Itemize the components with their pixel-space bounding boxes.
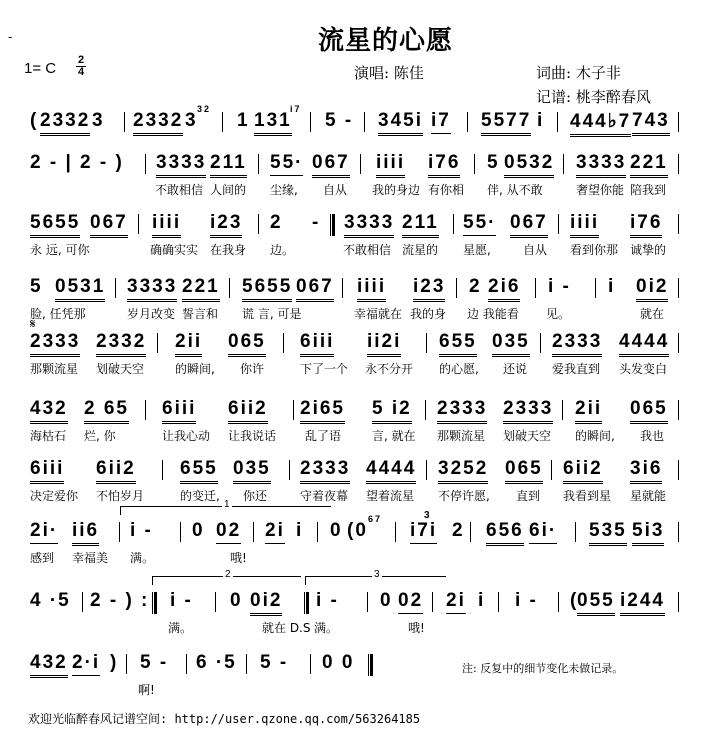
grace-note: 67 [368, 514, 383, 524]
lyric: 就在 D.S [262, 621, 311, 635]
bar-line [253, 522, 254, 542]
bar-line [246, 654, 247, 674]
note-group: i - [130, 520, 153, 541]
note-group: 55· [463, 212, 496, 236]
footer-link[interactable]: 欢迎光临醉春风记谱空间: http://user.qzone.qq.com/563264185 [28, 712, 421, 726]
note-group: i - [316, 590, 339, 611]
note-group: 5655 [242, 276, 292, 302]
bar-line [186, 654, 187, 674]
repeat-end-bar [152, 592, 157, 614]
lyric: 不停许愿, [438, 489, 490, 503]
bar-line [215, 592, 216, 612]
lyric: 诚挚的 [630, 243, 667, 257]
lyric: 你还 [243, 489, 268, 503]
lyric: 岁月改变 [127, 307, 176, 321]
lyric: 啊! [138, 683, 155, 697]
score-row [0, 499, 719, 580]
bar-line [367, 592, 368, 612]
bar-line [360, 154, 361, 174]
bar-line [563, 154, 564, 174]
note-group: 5 [487, 152, 500, 173]
bar-line [426, 333, 427, 353]
bar-line [453, 214, 454, 234]
note-group: 2 [452, 520, 465, 541]
lyric: 流星的 [402, 243, 439, 257]
segno-icon: 𝄋 [30, 317, 36, 332]
note-group: 1 [237, 110, 250, 131]
note-group: i76 [630, 212, 662, 238]
note-group: 0 [330, 520, 343, 541]
bar-line [678, 522, 679, 542]
note-group: 2 [469, 276, 482, 297]
bar-line [138, 214, 139, 234]
note-group: 221 [182, 276, 220, 302]
note-group: i - [548, 276, 571, 297]
note-group: ii6 [72, 520, 99, 546]
note-group: 5 - [325, 110, 354, 131]
lyric: 边 我能看 [467, 307, 519, 321]
note-group: 211 [402, 212, 439, 238]
bar-line [258, 214, 259, 234]
note-group: 6ii2 [228, 398, 268, 424]
bar-line [467, 112, 468, 132]
note-group: ii2i [367, 331, 401, 357]
bar-line [557, 112, 558, 132]
note-group: 4444 [366, 458, 416, 484]
bar-line [310, 112, 311, 132]
lyric: 爱我直到 [552, 362, 601, 376]
bar-line [432, 592, 433, 612]
bar-line [540, 333, 541, 353]
score-row [0, 317, 719, 391]
note-group: 432 [30, 398, 68, 424]
lyric: 人间的 [210, 183, 247, 197]
note-group: 0 [380, 590, 393, 611]
note-group: 0i2 [636, 276, 668, 302]
triplet-mark: 3 [424, 510, 432, 521]
lyric: 哦! [408, 621, 425, 635]
note-group: 0531 [55, 276, 105, 302]
note-group: i [608, 276, 616, 297]
lyric: 自从 [523, 243, 548, 257]
lyric: 的变迁, [180, 489, 220, 503]
note-group: 6iii [300, 331, 334, 357]
note-group: 655 [180, 458, 218, 484]
score-row [0, 212, 719, 272]
time-numerator: 2 [77, 54, 85, 66]
note-group: 0i2 [250, 590, 282, 616]
volta-bracket [120, 499, 331, 515]
bar-line [426, 460, 427, 480]
note-group: 2 [270, 212, 283, 233]
lyric: 幸福就在 [354, 307, 403, 321]
note-group: 067 [312, 152, 350, 178]
lyric: 的心愿, [439, 362, 479, 376]
note-group: 432 [30, 652, 68, 678]
note-group: 2 - ) : [90, 590, 150, 611]
note-group: 0 [192, 520, 205, 541]
note-group: 065 [630, 398, 668, 424]
bar-line [575, 522, 576, 542]
lyric: 不敢相信 [343, 243, 392, 257]
note-group: 2i [446, 590, 466, 614]
score-row [0, 569, 719, 650]
note-group: 5i3 [632, 520, 664, 546]
lyric: 陪我到 [630, 183, 667, 197]
note-group: 5577 [481, 110, 531, 136]
note-group: ( [570, 590, 579, 611]
note-group: 2·i [72, 652, 100, 676]
bar-line [678, 154, 679, 174]
lyric: 满。 [314, 621, 339, 635]
bar-line [342, 278, 343, 298]
bar-line [558, 214, 559, 234]
volta-label: 1 [224, 499, 230, 510]
page-title: 流星的心愿 [318, 26, 454, 56]
note-group: - [312, 212, 321, 233]
lyric: 头发变白 [619, 362, 668, 376]
note-group: 02 [216, 520, 241, 544]
lyric: 我的身 [410, 307, 447, 321]
note-group: 131 [254, 110, 292, 136]
note-group: iiii [376, 152, 405, 178]
lyric: 永 远, 可你 [30, 243, 90, 257]
note-group: 035 [233, 458, 271, 484]
note-group: i [537, 110, 545, 131]
bar-line [229, 278, 230, 298]
lyric: 边。 [270, 243, 295, 257]
note-group: 2ii [575, 398, 602, 424]
note-group: 2332 [133, 110, 183, 136]
lyric: 乱了语 [305, 429, 342, 443]
note-group: 2333 [300, 458, 350, 484]
note-group: 4444 [619, 331, 669, 357]
note-group: 5655 [30, 212, 80, 238]
score-row [0, 152, 719, 212]
lyric: 的瞬间, [175, 362, 215, 376]
note-group: 345i [378, 110, 423, 136]
note-group: 211 [210, 152, 247, 178]
note-group: 065 [505, 458, 543, 484]
note-group: 2333 [30, 331, 80, 357]
note-group: 6ii2 [96, 458, 136, 484]
transcriber-credit: 记谱: 桃李醉春风 [536, 88, 651, 106]
bar-line [498, 592, 499, 612]
note-group: 067 [510, 212, 548, 238]
bar-line [283, 333, 284, 353]
note-group: 0 [230, 590, 243, 611]
note-group: 055 [577, 590, 615, 616]
bar-line [145, 400, 146, 420]
note-group: 2333 [552, 331, 602, 357]
note-group: i76 [428, 152, 460, 178]
note-group: 3 [185, 110, 198, 131]
bar-line [470, 522, 471, 542]
lyric: 见。 [546, 307, 571, 321]
lyric: 有你相 [428, 183, 465, 197]
lyric: 在我身 [210, 243, 247, 257]
lyric: 让我说话 [228, 429, 277, 443]
lyric: 不怕岁月 [96, 489, 145, 503]
corner-mark: - [8, 30, 13, 44]
note-group: 6i· [529, 520, 557, 544]
note-group: 2i [265, 520, 285, 544]
note-group: 2333 [437, 398, 487, 424]
lyric: 永不分开 [365, 362, 414, 376]
bar-line [535, 278, 536, 298]
note-group: 5 - [260, 652, 289, 673]
note-group: 3333 [127, 276, 177, 302]
grace-note: i7 [290, 104, 302, 114]
volta-label: 3 [374, 569, 380, 580]
note-group: i244 [620, 590, 665, 616]
lyric: 星愿, [463, 243, 491, 257]
note-group: 0532 [504, 152, 554, 178]
bar-line [115, 278, 116, 298]
note-group: 5 [30, 276, 43, 297]
note-group: 2332 [96, 331, 146, 357]
key-signature: 1= C [24, 60, 57, 77]
lyric: 尘缘, [270, 183, 298, 197]
note-group: 2i· [30, 520, 58, 544]
note-group: 5 i2 [372, 398, 412, 424]
note-group: 2i65 [300, 398, 345, 424]
note-group: iiii [570, 212, 599, 238]
bar-line [678, 592, 679, 612]
footnote: 注: 反复中的细节变化未做记录。 [462, 662, 624, 675]
lyric: 脸, 任凭那 [30, 307, 86, 321]
lyric: 让我心动 [162, 429, 211, 443]
lyric: 不敢相信 [155, 183, 204, 197]
note-group: 6 ·5 [196, 652, 237, 673]
bar-line [678, 333, 679, 353]
bar-line [678, 112, 679, 132]
bar-line [395, 522, 396, 542]
score-row [0, 398, 719, 458]
lyric: 幸福美 [72, 551, 109, 565]
note-group: 3 [92, 110, 105, 131]
note-group: 55· [270, 152, 303, 176]
note-group: 444♭7 [570, 110, 631, 137]
lyric: 划破天空 [96, 362, 145, 376]
section-bar [304, 592, 309, 614]
note-group: 067 [296, 276, 334, 302]
note-group: 2 - | 2 - ) [30, 152, 124, 173]
lyric: 下了一个 [300, 362, 349, 376]
lyric: 自从 [323, 183, 348, 197]
note-group: 3333 [344, 212, 394, 238]
lyric: 言, 就在 [372, 429, 416, 443]
note-group: 2333 [503, 398, 553, 424]
lyric: 我也 [640, 429, 665, 443]
lyric: 海枯石 [30, 429, 67, 443]
note-group: 535 [589, 520, 627, 546]
lyric: 星就能 [630, 489, 667, 503]
lyric: 守着夜幕 [300, 489, 349, 503]
note-group: 656 [486, 520, 524, 546]
lyric: 决定爱你 [30, 489, 79, 503]
note-group: 035 [492, 331, 530, 357]
bar-line [425, 400, 426, 420]
lyric: 直到 [516, 489, 541, 503]
note-group: i [478, 590, 486, 611]
lyric: 看到你那 [570, 243, 619, 257]
note-group: 3333 [576, 152, 626, 178]
volta-bracket [305, 569, 446, 585]
lyric: 誓言和 [182, 307, 219, 321]
bar-line [678, 400, 679, 420]
bar-line [126, 654, 127, 674]
volta-label: 2 [225, 569, 231, 580]
lyric: 划破天空 [503, 429, 552, 443]
lyric: 就在 [640, 307, 665, 321]
singer-credit: 演唱: 陈佳 [354, 64, 424, 82]
bar-line [678, 460, 679, 480]
note-group: i [296, 520, 304, 541]
note-group: 655 [439, 331, 477, 357]
bar-line [293, 400, 294, 420]
note-group: i7 [431, 110, 451, 134]
bar-line [289, 460, 290, 480]
bar-line [562, 400, 563, 420]
bar-line [317, 522, 318, 542]
repeat-start-bar [330, 214, 335, 236]
note-group: 3333 [156, 152, 206, 178]
time-denominator: 4 [77, 66, 85, 78]
note-group: 2332 [40, 110, 90, 136]
note-group: 221 [630, 152, 668, 178]
bar-line [124, 112, 125, 132]
note-group: 6iii [30, 458, 64, 484]
lyric: 奢望你能 [576, 183, 625, 197]
bar-line [678, 278, 679, 298]
bar-line [551, 460, 552, 480]
note-group: 2 65 [84, 398, 129, 424]
bar-line [222, 112, 223, 132]
bar-line [558, 592, 559, 612]
lyric: 确确实实 [150, 243, 199, 257]
note-group: ) [110, 652, 119, 673]
note-group: 065 [228, 331, 266, 357]
lyric: 烂, 你 [84, 429, 116, 443]
note-group: 4 ·5 [30, 590, 71, 611]
note-group: iiii [357, 276, 386, 302]
note-group: 2ii [175, 331, 202, 357]
bar-line [595, 278, 596, 298]
lyric: 哦! [230, 551, 247, 565]
lyric: 谎 言, 可是 [242, 307, 302, 321]
lyric: 的瞬间, [575, 429, 615, 443]
lyric: 那颗流星 [30, 362, 79, 376]
bar-line [82, 592, 83, 612]
lyric: 我看到星 [563, 489, 612, 503]
bar-line [180, 522, 181, 542]
volta-bracket [152, 569, 301, 585]
note-group: i23 [413, 276, 445, 302]
lyric: 你许 [240, 362, 265, 376]
lyric: 我的身边 [372, 183, 421, 197]
note-group: 6iii [162, 398, 196, 424]
lyric: 感到 [30, 551, 55, 565]
composer-credit: 词曲: 木子非 [536, 64, 621, 82]
end-bar [368, 654, 373, 676]
bar-line [119, 522, 120, 542]
bar-line [157, 333, 158, 353]
time-signature [76, 55, 86, 78]
bar-line [456, 278, 457, 298]
bar-line [364, 112, 365, 132]
bar-line [474, 154, 475, 174]
bar-line [258, 154, 259, 174]
bar-line [162, 460, 163, 480]
bar-line [310, 654, 311, 674]
note-group: 02 [398, 590, 423, 614]
lyric: 满。 [168, 621, 193, 635]
note-group: 743 [632, 110, 670, 136]
note-group: i23 [210, 212, 242, 238]
lyric: 满。 [130, 551, 155, 565]
note-group: i - [170, 590, 193, 611]
grace-note: 32 [197, 104, 212, 114]
score-row [0, 276, 719, 336]
note-group: iiii [152, 212, 181, 238]
note-group: (0 [347, 520, 368, 541]
lyric: 伴, 从不敢 [487, 183, 543, 197]
note-group: i - [515, 590, 538, 611]
note-group: ( [30, 110, 39, 131]
note-group: 6ii2 [563, 458, 603, 484]
note-group: 067 [90, 212, 128, 238]
bar-line [678, 214, 679, 234]
lyric: 望着流星 [366, 489, 415, 503]
note-group: 2i6 [488, 276, 520, 302]
score-row [0, 458, 719, 518]
note-group: 0 0 [322, 652, 355, 673]
note-group: 3252 [438, 458, 488, 484]
note-group: 5 - [140, 652, 169, 673]
bar-line [145, 154, 146, 174]
note-group: i7i [410, 520, 437, 544]
lyric: 还说 [503, 362, 528, 376]
lyric: 那颗流星 [437, 429, 486, 443]
note-group: 3i6 [630, 458, 662, 484]
